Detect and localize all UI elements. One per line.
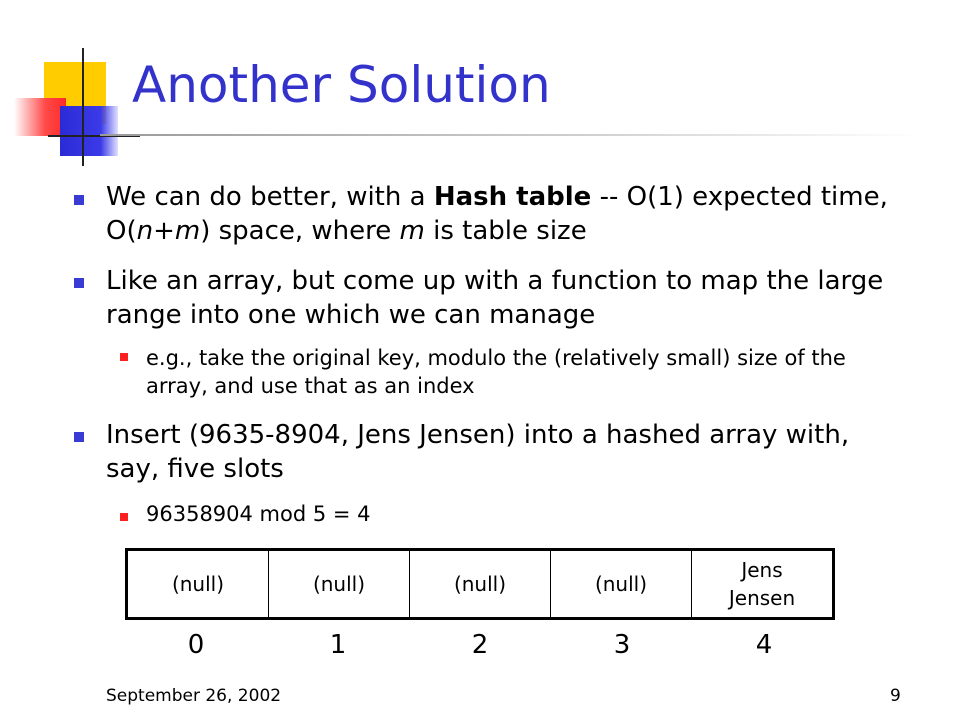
sub-bullet-mod-result: 96358904 mod 5 = 4 bbox=[146, 502, 371, 526]
footer-date: September 26, 2002 bbox=[106, 686, 282, 706]
logo-blue-square bbox=[60, 106, 118, 156]
bullet-text: We can do better, with a bbox=[106, 182, 434, 212]
hash-slot-value: (null) bbox=[453, 572, 507, 596]
hash-index-row bbox=[125, 630, 835, 660]
hash-table bbox=[125, 548, 835, 620]
slide-title: Another Solution bbox=[132, 56, 551, 114]
title-divider bbox=[100, 134, 920, 136]
hash-slot-2 bbox=[410, 551, 551, 617]
bullet-marker bbox=[74, 278, 84, 288]
bullet-marker bbox=[74, 195, 84, 205]
slot-index: 2 bbox=[471, 630, 489, 660]
bullet-hash-table bbox=[106, 180, 906, 248]
logo-vertical-line bbox=[82, 48, 84, 166]
hash-slot-4 bbox=[692, 551, 832, 617]
hash-slot-value: (null) bbox=[171, 572, 225, 596]
bullet-italic-term: n+m bbox=[136, 216, 201, 246]
bullet-bold-term: Hash table bbox=[433, 182, 592, 212]
slot-index: 3 bbox=[613, 630, 631, 660]
hash-slot-value: (null) bbox=[312, 572, 366, 596]
sub-bullet-marker bbox=[120, 353, 128, 361]
hash-slot-0 bbox=[128, 551, 269, 617]
hash-slot-3 bbox=[551, 551, 692, 617]
bullet-text: is table size bbox=[424, 216, 587, 246]
bullet-marker bbox=[74, 432, 84, 442]
logo-red-square bbox=[14, 98, 66, 136]
hash-slot-1 bbox=[269, 551, 410, 617]
corner-logo bbox=[0, 0, 140, 170]
slot-index: 1 bbox=[329, 630, 347, 660]
bullet-insert-example: Insert (9635-8904, Jens Jensen) into a hashed array with, say, five slots bbox=[106, 420, 850, 484]
bullet-italic-term: m bbox=[399, 216, 425, 246]
slot-index: 0 bbox=[187, 630, 205, 660]
sub-bullet-marker bbox=[120, 513, 128, 521]
sub-bullet-modulo: e.g., take the original key, modulo the (relatively small) size of the array, and use that as an index bbox=[146, 346, 846, 398]
page-number: 9 bbox=[890, 686, 901, 706]
hash-slot-value: (null) bbox=[594, 572, 648, 596]
slot-index: 4 bbox=[755, 630, 773, 660]
bullet-text: ) space, where bbox=[200, 216, 400, 246]
bullet-array-function: Like an array, but come up with a function to map the large range into one which we can manage bbox=[106, 266, 884, 330]
hash-slot-value: Jens Jensen bbox=[728, 558, 796, 610]
bullet-text: -- O(1) expected time, O( bbox=[106, 182, 888, 246]
